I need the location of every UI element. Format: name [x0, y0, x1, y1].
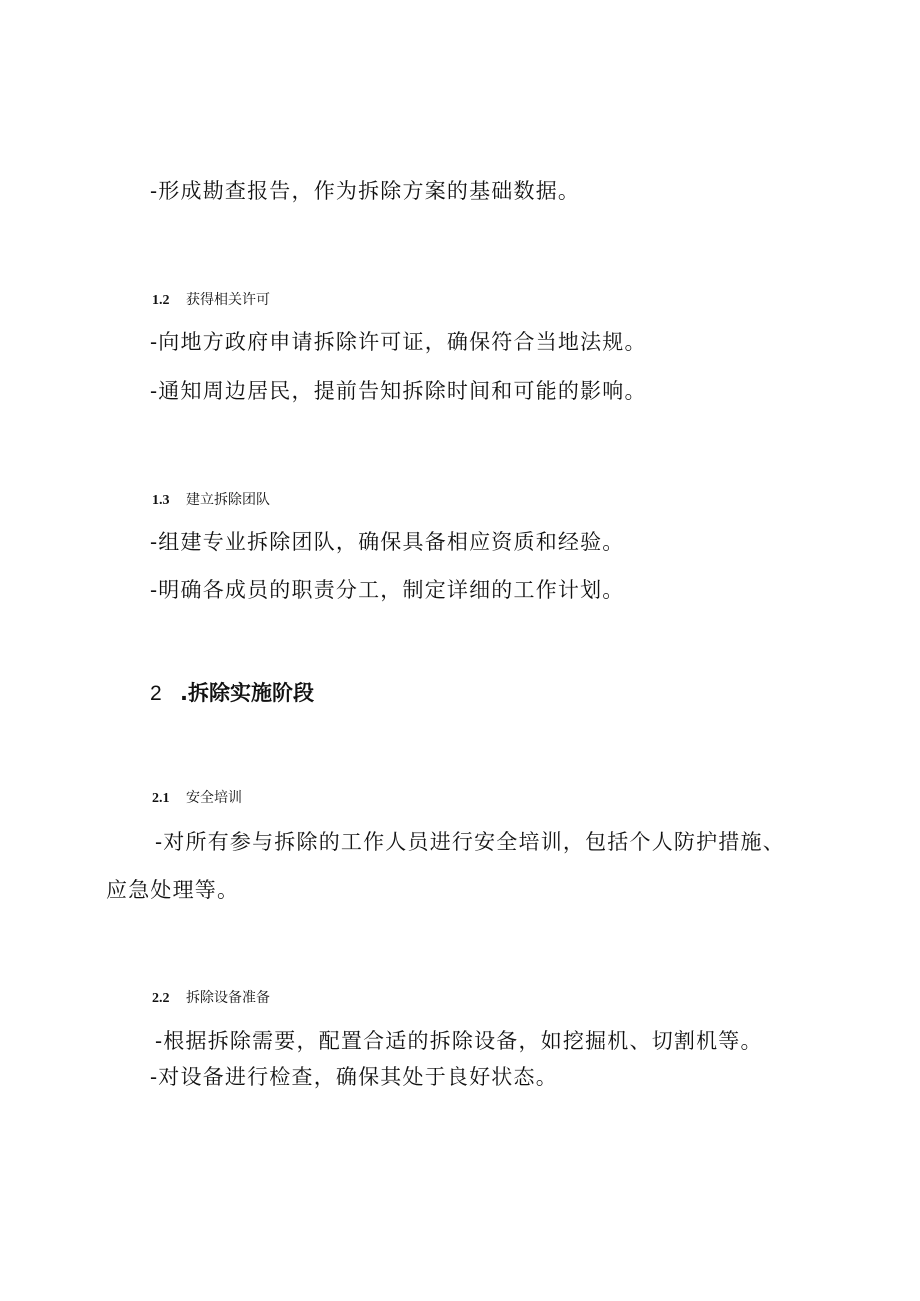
- subsection-number: 1.3: [152, 493, 170, 508]
- subsection-heading-1-3: [152, 490, 270, 511]
- paragraph-survey-report: -形成勘查报告，作为拆除方案的基础数据。: [150, 179, 581, 203]
- paragraph-safety-training-line1: -对所有参与拆除的工作人员进行安全培训，包括个人防护措施、: [155, 830, 785, 854]
- subsection-title: 建立拆除团队: [186, 492, 270, 508]
- subsection-number: 2.1: [152, 791, 170, 806]
- paragraph-equipment-config: -根据拆除需要，配置合适的拆除设备，如挖掘机、切割机等。: [155, 1029, 763, 1053]
- subsection-number: 1.2: [152, 293, 170, 308]
- subsection-heading-1-2: [152, 290, 270, 311]
- section-number: 2: [150, 682, 162, 705]
- paragraph-assign-duties: -明确各成员的职责分工，制定详细的工作计划。: [150, 578, 625, 602]
- subsection-number: 2.2: [152, 991, 170, 1006]
- paragraph-notify-residents: -通知周边居民，提前告知拆除时间和可能的影响。: [150, 379, 647, 403]
- subsection-title: 获得相关许可: [186, 292, 270, 308]
- paragraph-permit-application: -向地方政府申请拆除许可证，确保符合当地法规。: [150, 330, 647, 354]
- paragraph-equipment-check: -对设备进行检查，确保其处于良好状态。: [150, 1065, 558, 1089]
- section-title: .拆除实施阶段: [180, 681, 314, 705]
- subsection-title: 安全培训: [186, 790, 242, 806]
- subsection-title: 拆除设备准备: [186, 990, 270, 1006]
- subsection-heading-2-1: [152, 788, 242, 809]
- section-heading-2: [150, 679, 314, 708]
- paragraph-safety-training-line2: 应急处理等。: [106, 878, 240, 902]
- subsection-heading-2-2: [152, 988, 270, 1009]
- paragraph-build-team: -组建专业拆除团队，确保具备相应资质和经验。: [150, 530, 625, 554]
